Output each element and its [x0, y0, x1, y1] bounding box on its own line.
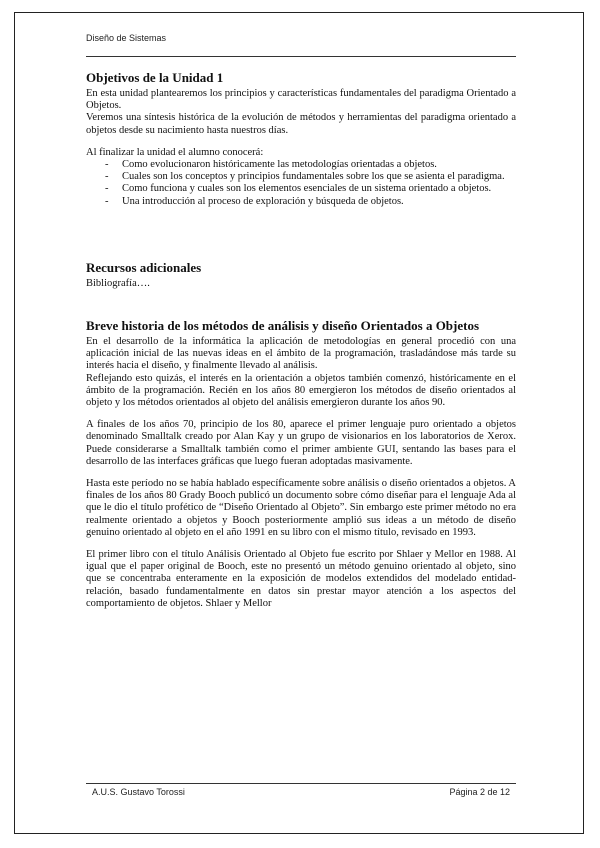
dash-bullet: -	[105, 159, 109, 171]
dash-bullet: -	[105, 195, 109, 207]
footer-divider	[86, 783, 516, 784]
list-item-text: Una introducción al proceso de exploración y búsqueda de objetos.	[122, 195, 404, 207]
objectives-list	[86, 159, 516, 208]
header-divider	[86, 56, 516, 57]
page-header	[86, 33, 516, 43]
history-paragraph-3: A finales de los años 70, principio de los 80, aparece el primer lenguaje puro orientado a objetos denominado Smalltalk creado por Alan Kay y un grupo de visionarios en los laboratorios de Xerox. Puede considerarse a Smalltalk también como el primer ambiente GUI, sentando las bases para el desarrollo de las interfaces gráficas que luego fueran adoptadas masivamente.	[86, 419, 516, 467]
list-item	[86, 171, 516, 183]
footer-page-number: Página 2 de 12	[449, 787, 510, 797]
dash-bullet: -	[105, 171, 109, 183]
history-paragraph-2: Reflejando esto quizás, el interés en la orientación a objetos también comenzó, históricamente en el ámbito de la programación. Recién en los años 80 emergieron los métodos de diseño orientados al objeto y los métodos orientados al objeto del análisis emergieron durante los años 90.	[86, 372, 516, 409]
objectives-section	[86, 70, 516, 208]
list-item	[86, 183, 516, 195]
history-section	[86, 318, 516, 610]
list-item	[86, 159, 516, 171]
header-title: Diseño de Sistemas	[86, 33, 167, 43]
objectives-intro: Al finalizar la unidad el alumno conocerá:	[86, 146, 264, 158]
objectives-heading: Objetivos de la Unidad 1	[86, 70, 224, 85]
dash-bullet: -	[105, 183, 109, 195]
footer-author: A.U.S. Gustavo Torossi	[92, 787, 185, 797]
document-body	[86, 70, 516, 610]
list-item-text: Como funciona y cuales son los elementos esenciales de un sistema orientado a objetos.	[122, 183, 492, 195]
history-heading: Breve historia de los métodos de análisis y diseño Orientados a Objetos	[86, 318, 480, 334]
list-item-text: Cuales son los conceptos y principios fundamentales sobre los que se asienta el paradigma.	[122, 171, 505, 183]
history-paragraph-1: En el desarrollo de la informática la aplicación de metodologías en general procedió con una aplicación inicial de las nuevas ideas en el ámbito de la programación, trasladándose más tarde su interés hacia el diseño, y finalmente llevado al análisis.	[86, 336, 516, 372]
objectives-paragraph-1: En esta unidad plantearemos los principios y características fundamentales del paradigma Orientado a Objetos.	[86, 88, 516, 112]
list-item-text: Como evolucionaron históricamente las metodologías orientadas a objetos.	[122, 159, 437, 171]
resources-text: Bibliografía….	[86, 277, 150, 289]
resources-section	[86, 260, 516, 290]
list-item	[86, 196, 516, 208]
resources-heading: Recursos adicionales	[86, 259, 202, 275]
objectives-paragraph-2: Veremos una síntesis histórica de la evolución de métodos y herramientas del paradigma orientado a objetos desde su nacimiento hasta nuestros días.	[86, 112, 516, 136]
history-paragraph-5: El primer libro con el título Análisis Orientado al Objeto fue escrito por Shlaer y Mellor en 1988. Al igual que el paper original de Booch, este no presentó un método genuino orientado al objeto, sino que se concentraba enteramente en la exposición de modelos extendidos del modelado entidad-relación, basado fundamentalmente en datos sin prestar mayor atención a los aspectos del comportamiento de objetos. Shlaer y Mellor	[86, 549, 516, 609]
history-paragraph-4: Hasta este período no se había hablado específicamente sobre análisis o diseño orientados a objetos. A finales de los años 80 Grady Booch publicó un documento sobre cómo diseñar para el lenguaje Ada al que le dio el título profético de “Diseño Orientado al Objeto”. Sin embargo este primer método no era realmente orientado a objetos y Booch posteriormente amplió sus ideas a un método de diseño genuino orientado al objeto en el año 1991 en su libro con el mismo título, revisado en 1993.	[86, 478, 516, 538]
